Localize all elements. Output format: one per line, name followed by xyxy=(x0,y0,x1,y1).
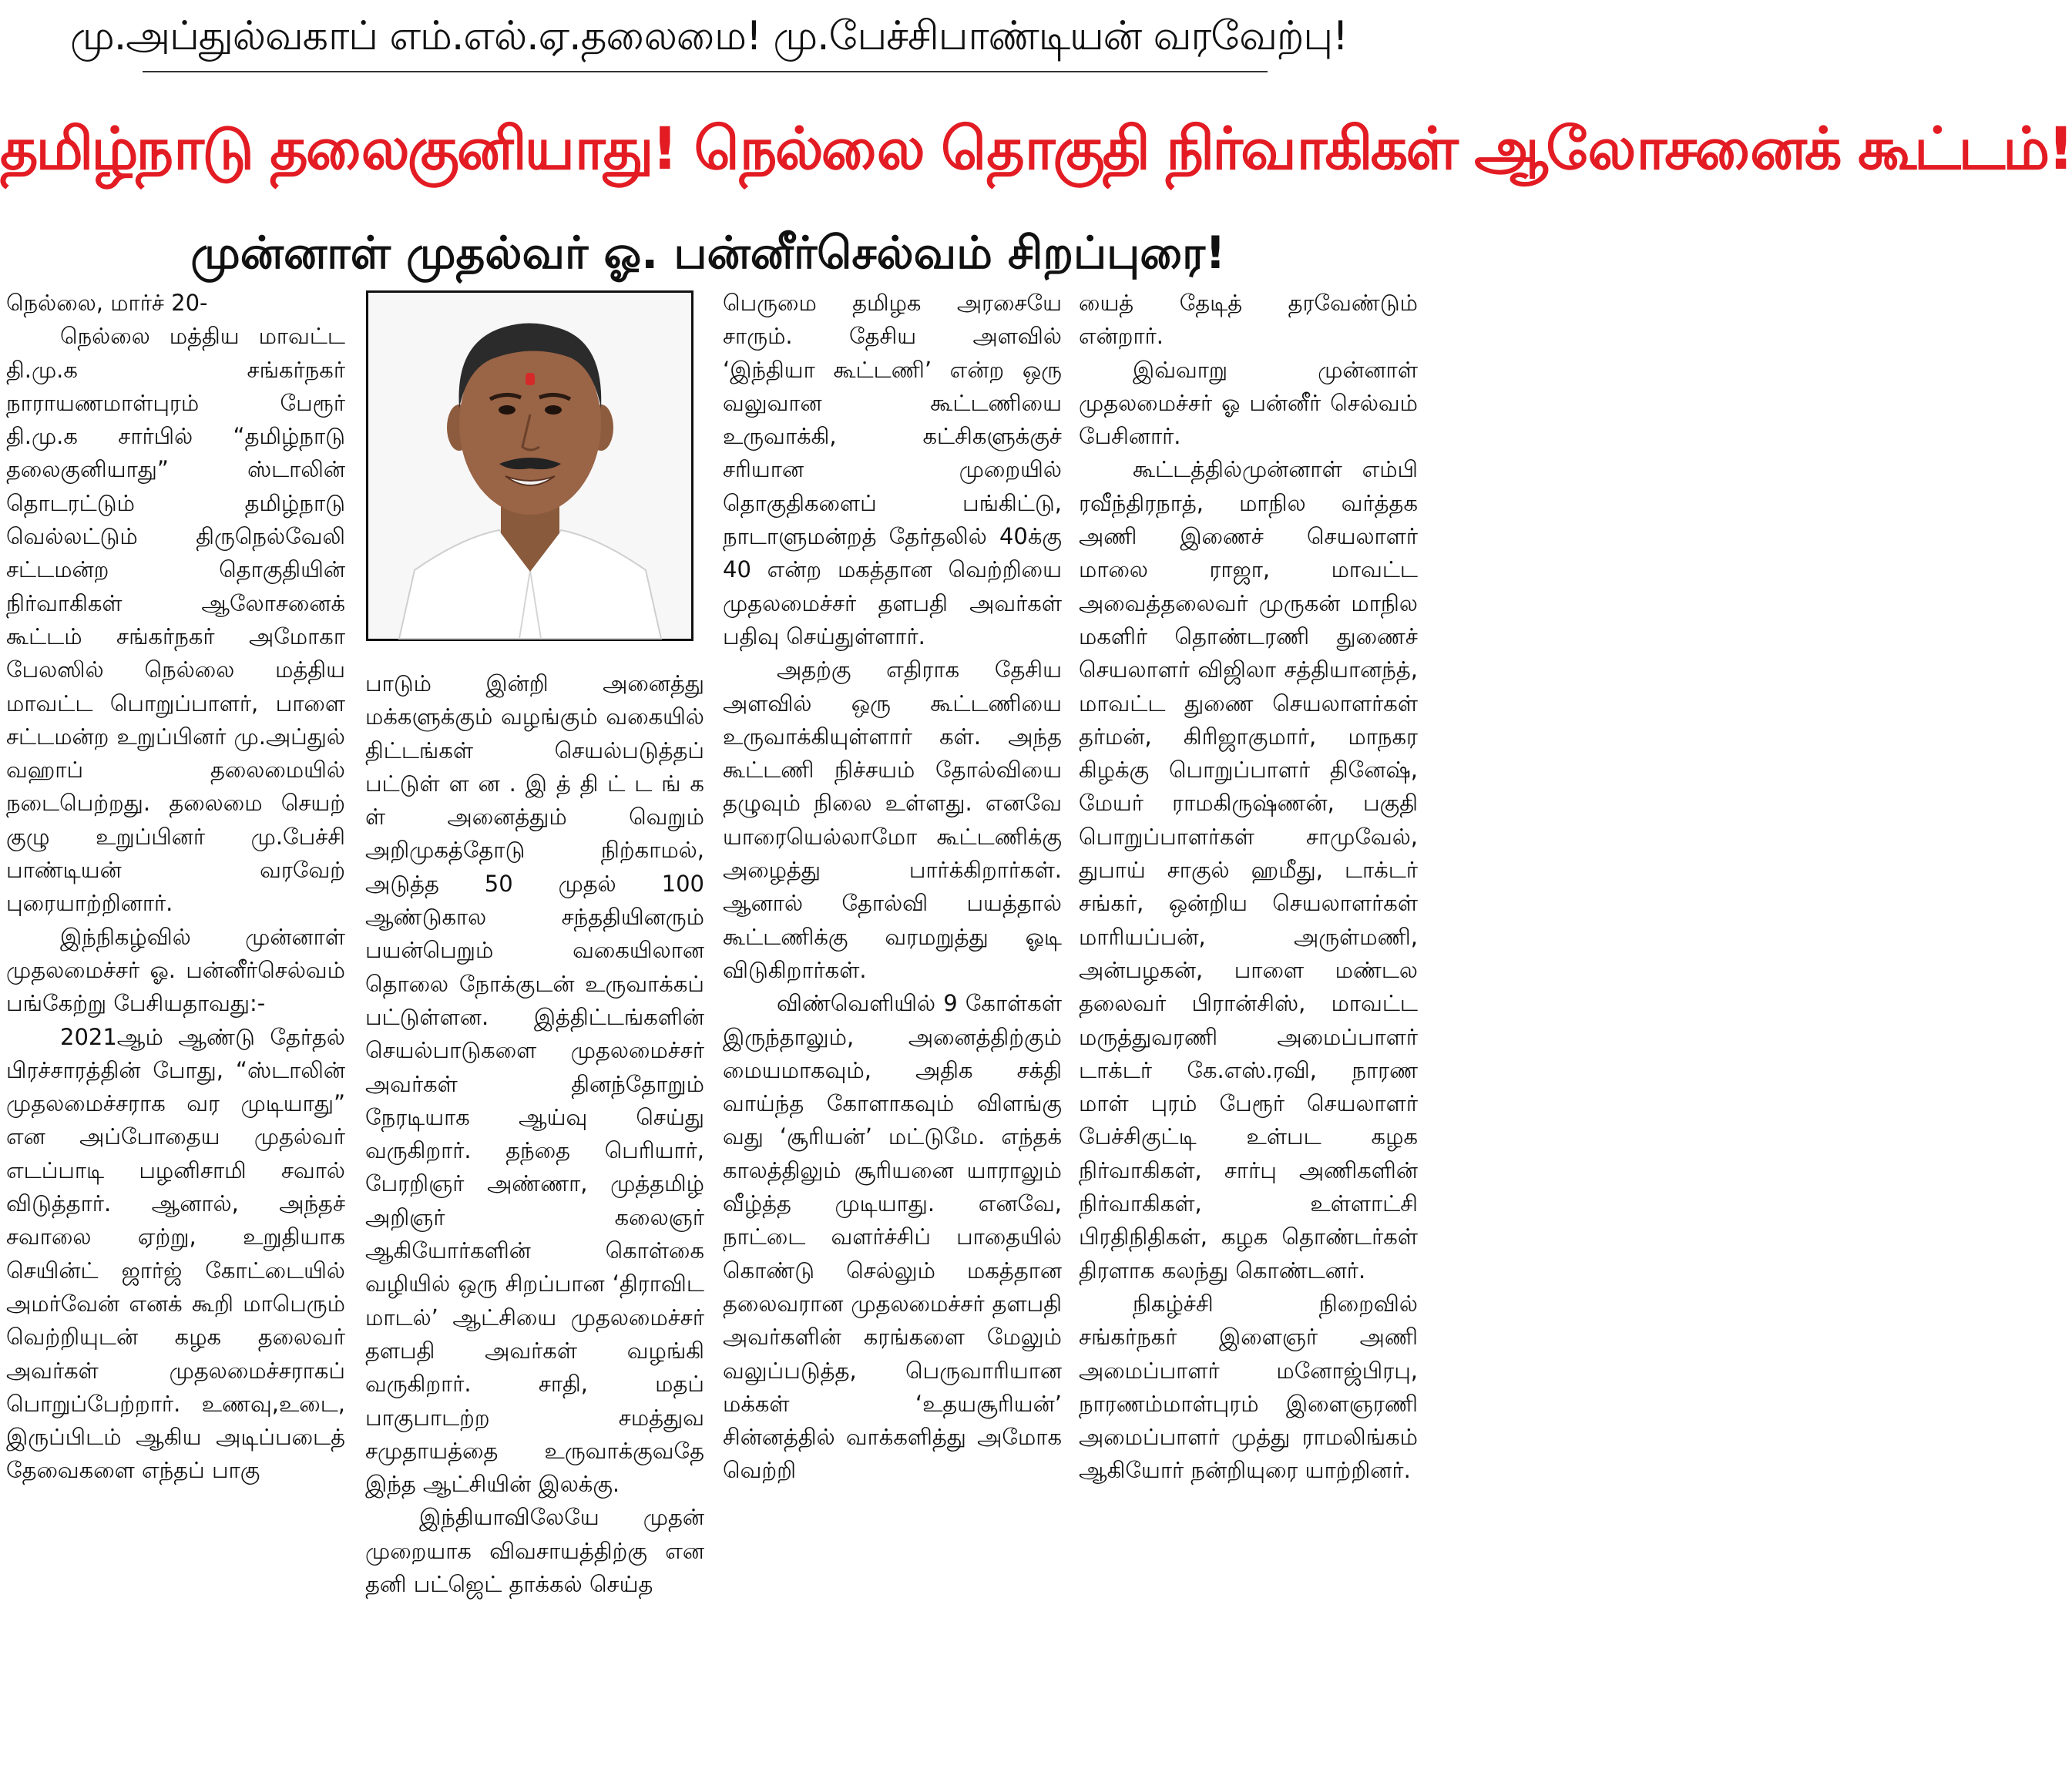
paragraph: 2021ஆம் ஆண்டு தேர்தல் பிரச்சாரத்தின் போது, “ஸ்டாலின் முதலமைச்சராக வர முடியாது” என அப்போதைய முதல்வர் எடப்பாடி பழனிசாமி சவால் விடுத்தார். ஆனால், அந்தச் சவாலை ஏற்று, உறுதியாக செயின்ட் ஜார்ஜ் கோட்டையில் அமர்வேன் எனக் கூறி மாபெரும் வெற்றியுடன் கழக தலைவர் அவர்கள் முதலமைச்சராகப் பொறுப்பேற்றார். உணவு,உடை, இருப்பிடம் ஆகிய அடிப்படைத் தேவைகளை எந்தப் பாகு xyxy=(6,1023,345,1484)
paragraph: இந்தியாவிலேயே முதன் முறையாக விவசாயத்திற்கு என தனி பட்ஜெட் தாக்கல் செய்த xyxy=(365,1504,704,1598)
paragraph: நெல்லை மத்திய மாவட்ட தி.மு.க சங்கர்நகர் நாராயணமாள்புரம் பேரூர் தி.மு.க சார்பில் “தமிழ்நாடு தலைகுனியாது” ஸ்டாலின் தொடரட்டும் தமிழ்நாடு வெல்லட்டும் திருநெல்வேலி சட்டமன்ற தொகுதியின் நிர்வாகிகள் ஆலோசனைக் கூட்டம் சங்கர்நகர் அமோகா பேலஸில் நெல்லை மத்திய மாவட்ட பொறுப்பாளர், பாளை சட்டமன்ற உறுப்பினர் மு.அப்துல் வஹாப் தலைமையில் நடைபெற்றது. தலைமை செயற் குழு உறுப்பினர் மு.பேச்சி பாண்டியன் வரவேற் புரையாற்றினார். xyxy=(6,323,345,917)
paragraph: விண்வெளியில் 9 கோள்கள் இருந்தாலும், அனைத்திற்கும் மையமாகவும், அதிக சக்தி வாய்ந்த கோளாகவும் விளங்கு வது ‘சூரியன்’ மட்டுமே. எந்தக் காலத்திலும் சூரியனை யாராலும் வீழ்த்த முடியாது. எனவே, நாட்டை வளர்ச்சிப் பாதையில் கொண்டு செல்லும் மகத்தான தலைவரான முதலமைச்சர் தளபதி அவர்களின் கரங்களை மேலும் வலுப்படுத்த, பெருவாரியான மக்கள் ‘உதயசூரியன்’ சின்னத்தில் வாக்களித்து அமோக வெற்றி xyxy=(723,990,1062,1484)
portrait-photo xyxy=(366,290,693,641)
kicker-rule xyxy=(143,71,1268,72)
paragraph: நிகழ்ச்சி நிறைவில் சங்கர்நகர் இளைஞர் அணி அமைப்பாளர் மனோஜ்பிரபு, நாரணம்மாள்புரம் இளைஞரணி அமைப்பாளர் முத்து ராமலிங்கம் ஆகியோர் நன்றியுரை யாற்றினர். xyxy=(1079,1290,1418,1484)
kicker-headline: மு.அப்துல்வகாப் எம்.எல்.ஏ.தலைமை! மு.பேச்சிபாண்டியன் வரவேற்பு! xyxy=(70,13,1348,59)
dateline: நெல்லை, மார்ச் 20- xyxy=(6,290,208,316)
main-headline: தமிழ்நாடு தலைகுனியாது! நெல்லை தொகுதி நிர்வாகிகள் ஆலோசனைக் கூட்டம்! xyxy=(0,114,2072,183)
paragraph: இவ்வாறு முன்னாள் முதலமைச்சர் ஓ பன்னீர் செல்வம் பேசினார். xyxy=(1079,356,1418,450)
article-column-4 xyxy=(1079,287,1418,1784)
paragraph: பாடும் இன்றி அனைத்து மக்களுக்கும் வழங்கும் வகையில் திட்டங்கள் செயல்படுத்தப் பட்டுள் ள ன . இ த் தி ட் ட ங் க ள் அனைத்தும் வெறும் அறிமுகத்தோடு நிற்காமல், அடுத்த 50 முதல் 100 ஆண்டுகால சந்ததியினரும் பயன்பெறும் வகையிலான தொலை நோக்குடன் உருவாக்கப் பட்டுள்ளன. இத்திட்டங்களின் செயல்பாடுகளை முதலமைச்சர் அவர்கள் தினந்தோறும் நேரடியாக ஆய்வு செய்து வருகிறார். தந்தை பெரியார், பேரறிஞர் அண்ணா, முத்தமிழ் அறிஞர் கலைஞர் ஆகியோர்களின் கொள்கை வழியில் ஒரு சிறப்பான ‘திராவிட மாடல்’ ஆட்சியை முதலமைச்சர் தளபதி அவர்கள் வழங்கி வருகிறார். சாதி, மதப் பாகுபாடற்ற சமத்துவ சமுதாயத்தை உருவாக்குவதே இந்த ஆட்சியின் இலக்கு. xyxy=(365,670,704,1498)
paragraph: பெருமை தமிழக அரசையே சாரும். தேசிய அளவில் ‘இந்தியா கூட்டணி’ என்ற ஒரு வலுவான கூட்டணியை உருவாக்கி, கட்சிகளுக்குச் சரியான முறையில் தொகுதிகளைப் பங்கிட்டு, நாடாளுமன்றத் தேர்தலில் 40க்கு 40 என்ற மகத்தான வெற்றியை முதலமைச்சர் தளபதி அவர்கள் பதிவு செய்துள்ளார். xyxy=(723,290,1062,649)
article-column-3 xyxy=(723,287,1062,1784)
paragraph: கூட்டத்தில்முன்னாள் எம்பி ரவீந்திரநாத், மாநில வர்த்தக அணி இணைச் செயலாளர் மாலை ராஜா, மாவட்ட அவைத்தலைவர் முருகன் மாநில மகளிர் தொண்டரணி துணைச் செயலாளர் விஜிலா சத்தியானந்த், மாவட்ட துணை செயலாளர்கள் தர்மன், கிரிஜாகுமார், மாநகர கிழக்கு பொறுப்பாளர் தினேஷ், மேயர் ராமகிருஷ்ணன், பகுதி பொறுப்பாளர்கள் சாமுவேல், துபாய் சாகுல் ஹமீது, டாக்டர் சங்கர், ஒன்றிய செயலாளர்கள் மாரியப்பன், அருள்மணி, அன்பழகன், பாளை மண்டல தலைவர் பிரான்சிஸ், மாவட்ட மருத்துவரணி அமைப்பாளர் டாக்டர் கே.எஸ்.ரவி, நாரண மாள் புரம் பேரூர் செயலாளர் பேச்சிகுட்டி உள்பட கழக நிர்வாகிகள், சார்பு அணிகளின் நிர்வாகிகள், உள்ளாட்சி பிரதிநிதிகள், கழக தொண்டர்கள் திரளாக கலந்து கொண்டனர். xyxy=(1079,456,1418,1284)
sub-headline: முன்னாள் முதல்வர் ஓ. பன்னீர்செல்வம் சிறப்புரை! xyxy=(190,227,1226,279)
paragraph: அதற்கு எதிராக தேசிய அளவில் ஒரு கூட்டணியை உருவாக்கியுள்ளார் கள். அந்த கூட்டணி நிச்சயம் தோல்வியை தழுவும் நிலை உள்ளது. எனவே யாரையெல்லாமோ கூட்டணிக்கு அழைத்து பார்க்கிறார்கள். ஆனால் தோல்வி பயத்தால் கூட்டணிக்கு வரமறுத்து ஓடி விடுகிறார்கள். xyxy=(723,656,1062,983)
paragraph: இந்நிகழ்வில் முன்னாள் முதலமைச்சர் ஓ. பன்னீர்செல்வம் பங்கேற்று பேசியதாவது:- xyxy=(6,923,345,1017)
article-column-2 xyxy=(365,667,704,1784)
paragraph: யைத் தேடித் தரவேண்டும் என்றார். xyxy=(1079,290,1418,350)
article-column-1 xyxy=(6,287,345,1784)
